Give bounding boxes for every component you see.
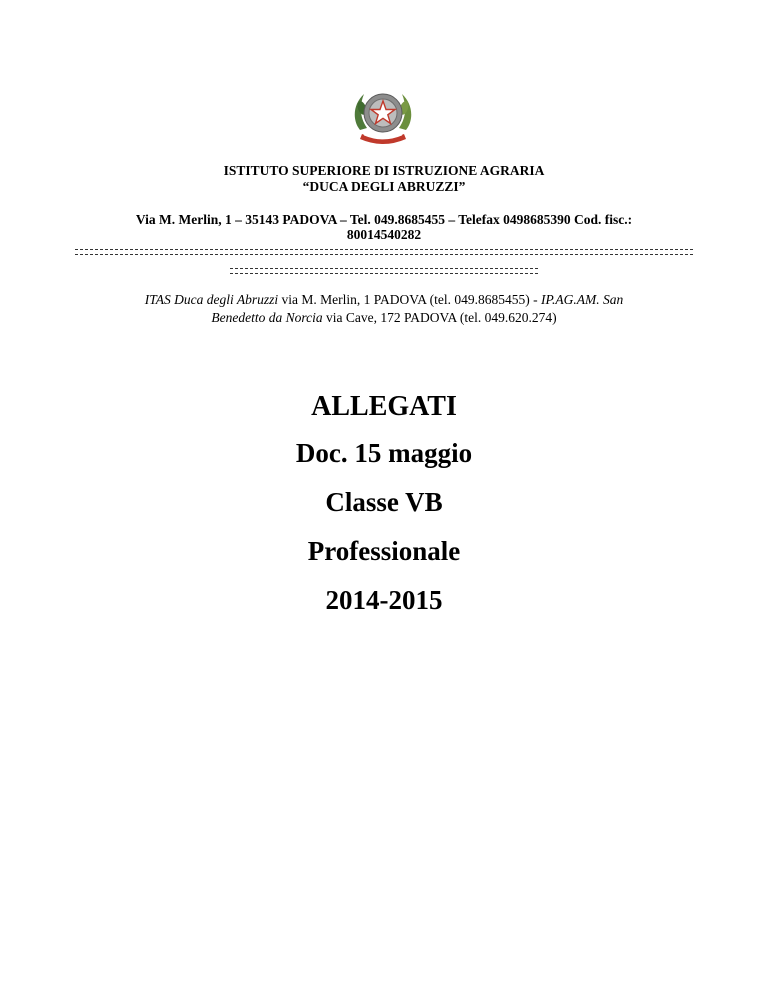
separator-line [75,249,693,255]
sedi-line-2 [80,309,688,327]
fiscal-code: 80014540282 [346,227,422,242]
course-type: Professionale [307,536,461,566]
itas-address: via M. Merlin, 1 PADOVA (tel. 049.8685455) - [278,292,541,307]
separator-line-short [230,268,538,274]
school-year: 2014-2015 [325,585,443,615]
itas-name: ITAS Duca degli Abruzzi [144,292,279,307]
ipagam-address: via Cave, 172 PADOVA (tel. 049.620.274) [322,310,557,325]
italian-republic-emblem-icon [350,84,416,148]
institute-address: Via M. Merlin, 1 – 35143 PADOVA – Tel. 049.8685455 – Telefax 0498685390 Cod. fisc.: [135,212,633,227]
ipagam-name-cont: Benedetto da Norcia [211,310,323,325]
institute-name: ISTITUTO SUPERIORE DI ISTRUZIONE AGRARIA [223,163,545,178]
document-title: ALLEGATI [311,391,457,422]
document-subtitle: Doc. 15 maggio [295,438,473,468]
sedi-line-1 [80,291,688,309]
class-name: Classe VB [325,487,443,517]
ipagam-name: IP.AG.AM. San [541,292,624,307]
institute-subname: “DUCA DEGLI ABRUZZI” [302,179,466,194]
